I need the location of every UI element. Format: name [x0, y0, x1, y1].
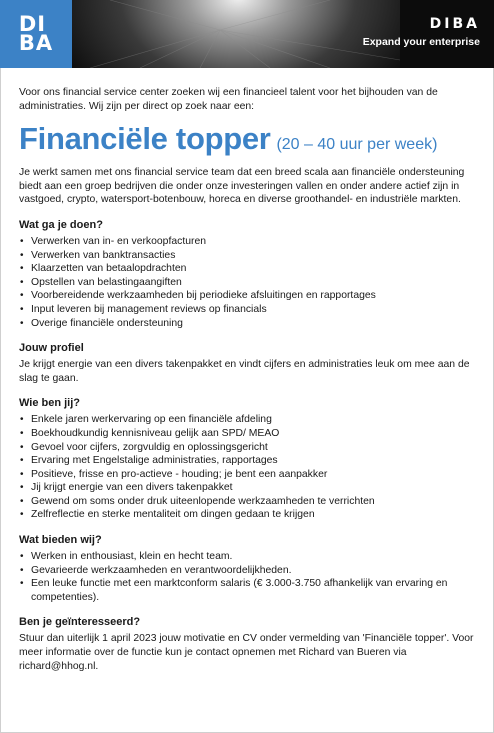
offer-list: [19, 550, 477, 604]
logo: [0, 0, 72, 68]
list-item: • Verwerken van in- en verkoopfacturen: [19, 235, 477, 249]
header-banner: [0, 0, 494, 68]
job-hours: (20 – 40 uur per week): [276, 136, 438, 154]
tasks-list: [19, 235, 477, 330]
tasks-heading: Wat ga je doen?: [19, 218, 103, 231]
vacancy-content: [19, 86, 477, 673]
job-title: Financiële topper: [19, 121, 271, 157]
logo-line-1: DI: [18, 12, 47, 36]
list-item: • Opstellen van belastingaangiften: [19, 276, 477, 290]
who-list: [19, 413, 477, 522]
profile-text: Je krijgt energie van een divers takenpakket en vindt cijfers en administraties leuk om mee aan de slag te gaan.: [19, 359, 470, 384]
list-item: • Gevarieerde werkzaamheden en verantwoordelijkheden.: [19, 564, 477, 578]
offer-heading: Wat bieden wij?: [19, 534, 102, 547]
list-item: • Enkele jaren werkervaring op een financiële afdeling: [19, 413, 477, 427]
list-item: • Input leveren bij management reviews op financials: [19, 303, 477, 317]
brand-tagline: Expand your enterprise: [362, 36, 480, 48]
page-title: [19, 122, 477, 156]
apply-text: Stuur dan uiterlijk 1 april 2023 jouw motivatie en CV onder vermelding van 'Financiële topper'. Voor meer informatie over de functie kun je contact opnemen met Richard van Bueren via richard@hhog.nl.: [19, 633, 474, 672]
list-item: • Ervaring met Engelstalige administraties, rapportages: [19, 454, 477, 468]
list-item: • Gewend om soms onder druk uiteenlopende werkzaamheden te verrichten: [19, 495, 477, 509]
logo-line-2: BA: [18, 31, 54, 55]
list-item: • Boekhoudkundig kennisniveau gelijk aan SPD/ MEAO: [19, 427, 477, 441]
description-text: Je werkt samen met ons financial service team dat een breed scala aan financiële ondersteuning biedt aan een groep bedrijven die onder onze investeringen vallen en onder andere actief zijn in vastgoed, crypto, watersport-botenbouw, horeca en diverse groothandel- en industriële markten.: [19, 167, 465, 206]
list-item: • Verwerken van banktransacties: [19, 249, 477, 263]
list-item: • Zelfreflectie en sterke mentaliteit om dingen gedaan te krijgen: [19, 508, 477, 522]
profile-heading: Jouw profiel: [19, 342, 84, 355]
who-heading: Wie ben jij?: [19, 397, 81, 410]
brand-wordmark: DIBA: [429, 16, 480, 32]
brand-block: [350, 17, 480, 48]
list-item: • Overige financiële ondersteuning: [19, 317, 477, 331]
list-item: • Klaarzetten van betaalopdrachten: [19, 262, 477, 276]
list-item: • Voorbereidende werkzaamheden bij periodieke afsluitingen en rapportages: [19, 289, 477, 303]
list-item: • Een leuke functie met een marktconform salaris (€ 3.000-3.750 afhankelijk van ervaring en competenties).: [19, 577, 477, 604]
logo-text: [18, 12, 54, 55]
intro-text: Voor ons financial service center zoeken wij een financieel talent voor het bijhouden van de administraties. Wij zijn per direct op zoek naar een:: [19, 87, 438, 112]
list-item: • Positieve, frisse en pro-actieve - houding; je bent een aanpakker: [19, 468, 477, 482]
list-item: • Jij krijgt energie van een divers takenpakket: [19, 481, 477, 495]
list-item: • Werken in enthousiast, klein en hecht team.: [19, 550, 477, 564]
list-item: • Gevoel voor cijfers, zorgvuldig en oplossingsgericht: [19, 441, 477, 455]
apply-heading: Ben je geïnteresseerd?: [19, 616, 141, 629]
